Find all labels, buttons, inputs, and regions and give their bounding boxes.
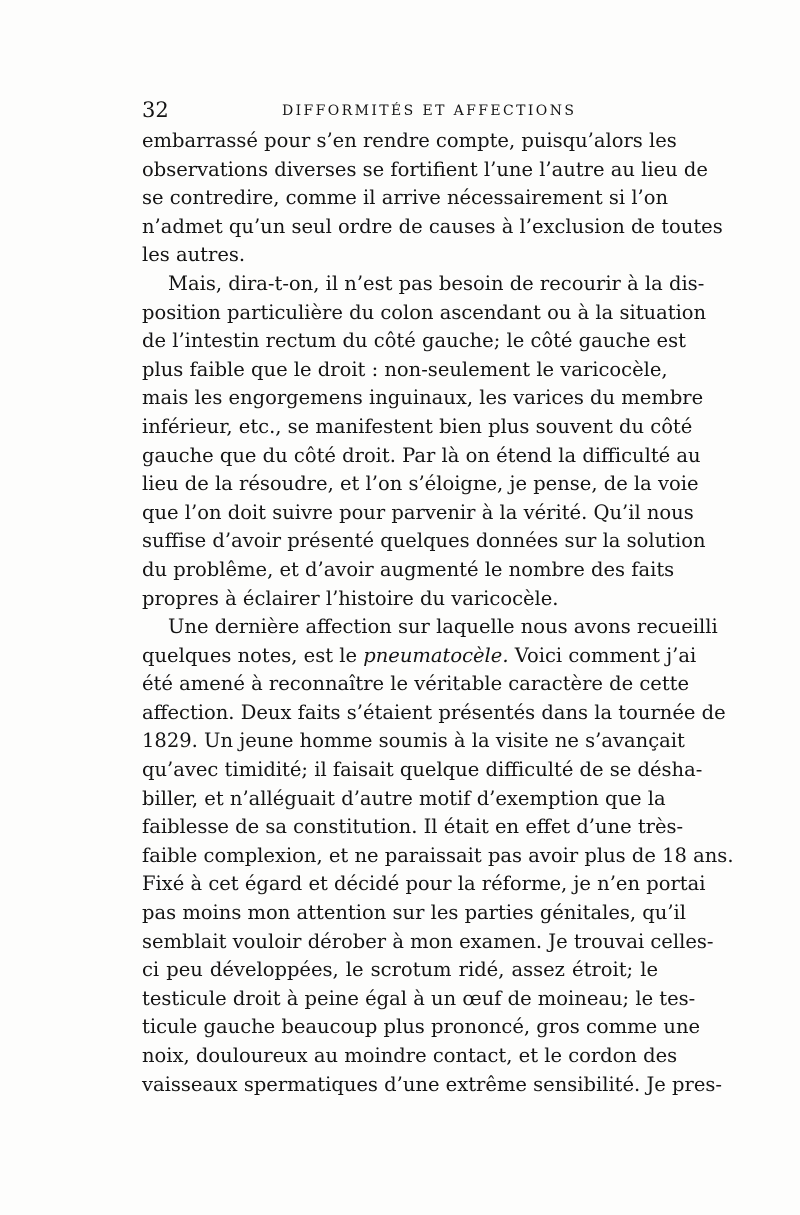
text-line: n’admet qu’un seul ordre de causes à l’exclusion de toutes [142, 214, 723, 238]
text-line: affection. Deux faits s’étaient présentés dans la tournée de [142, 700, 726, 724]
page-header [142, 98, 658, 122]
text-line: mais les engorgemens inguinaux, les varices du membre [142, 386, 704, 410]
text-line: observations diverses se fortifient l’une l’autre au lieu de [142, 157, 708, 181]
running-head: DIFFORMITÉS ET AFFECTIONS [282, 103, 577, 119]
text-line: inférieur, etc., se manifestent bien plus souvent du côté [142, 414, 693, 438]
text-line: plus faible que le droit : non-seulement le varicocèle, [142, 357, 668, 381]
text-line: semblait vouloir dérober à mon examen. Je trouvai celles- [142, 929, 714, 953]
text-line: les autres. [142, 243, 246, 267]
text-line-with-italic [142, 642, 697, 671]
text-line: embarrassé pour s’en rendre compte, puisqu’alors les [142, 129, 677, 152]
text-line: ci peu développées, le scrotum ridé, assez étroit; le [142, 958, 658, 982]
text-line: lieu de la résoudre, et l’on s’éloigne, je pense, de la voie [142, 472, 699, 496]
page-number: 32 [142, 98, 169, 122]
text-line: 1829. Un jeune homme soumis à la visite ne s’avançait [142, 729, 685, 753]
text-line: de l’intestin rectum du côté gauche; le côté gauche est [142, 329, 686, 353]
text-line: Fixé à cet égard et décidé pour la réforme, je n’en portai [142, 872, 706, 896]
text-line: Une dernière affection sur laquelle nous avons recueilli [168, 615, 718, 639]
italic-term: pneumatocèle. [363, 643, 509, 667]
text-line: noix, douloureux au moindre contact, et le cordon des [142, 1044, 678, 1067]
text-line: suffise d’avoir présenté quelques données sur la solution [142, 529, 706, 553]
text-line: position particulière du colon ascendant ou à la situation [142, 300, 707, 324]
text-line: pas moins mon attention sur les parties génitales, qu’il [142, 901, 686, 925]
text-line: vaisseaux spermatiques d’une extrême sensibilité. Je pres- [142, 1072, 722, 1096]
text-line: se contredire, comme il arrive nécessairement si l’on [142, 186, 669, 210]
text-line: qu’avec timidité; il faisait quelque difficulté de se désha- [142, 758, 703, 782]
text-line: été amené à reconnaître le véritable caractère de cette [142, 672, 690, 696]
text-line: propres à éclairer l’histoire du varicocèle. [142, 586, 559, 610]
body-text [142, 127, 734, 1099]
text-line: faible complexion, et ne paraissait pas avoir plus de 18 ans. [142, 843, 734, 867]
text-line: Mais, dira-t-on, il n’est pas besoin de recourir à la dis- [168, 271, 705, 295]
text-line: gauche que du côté droit. Par là on étend la difficulté au [142, 443, 701, 467]
text-fragment: Voici comment j’ai [508, 643, 697, 667]
text-line: biller, et n’alléguait d’autre motif d’exemption que la [142, 786, 666, 810]
text-line: du problême, et d’avoir augmenté le nombre des faits [142, 557, 675, 581]
text-fragment: quelques notes, est le [142, 643, 364, 667]
text-line: ticule gauche beaucoup plus prononcé, gros comme une [142, 1015, 701, 1039]
text-line: que l’on doit suivre pour parvenir à la vérité. Qu’il nous [142, 500, 694, 524]
text-line: testicule droit à peine égal à un œuf de moineau; le tes- [142, 986, 696, 1010]
text-line: faiblesse de sa constitution. Il était en effet d’une très- [142, 815, 684, 839]
